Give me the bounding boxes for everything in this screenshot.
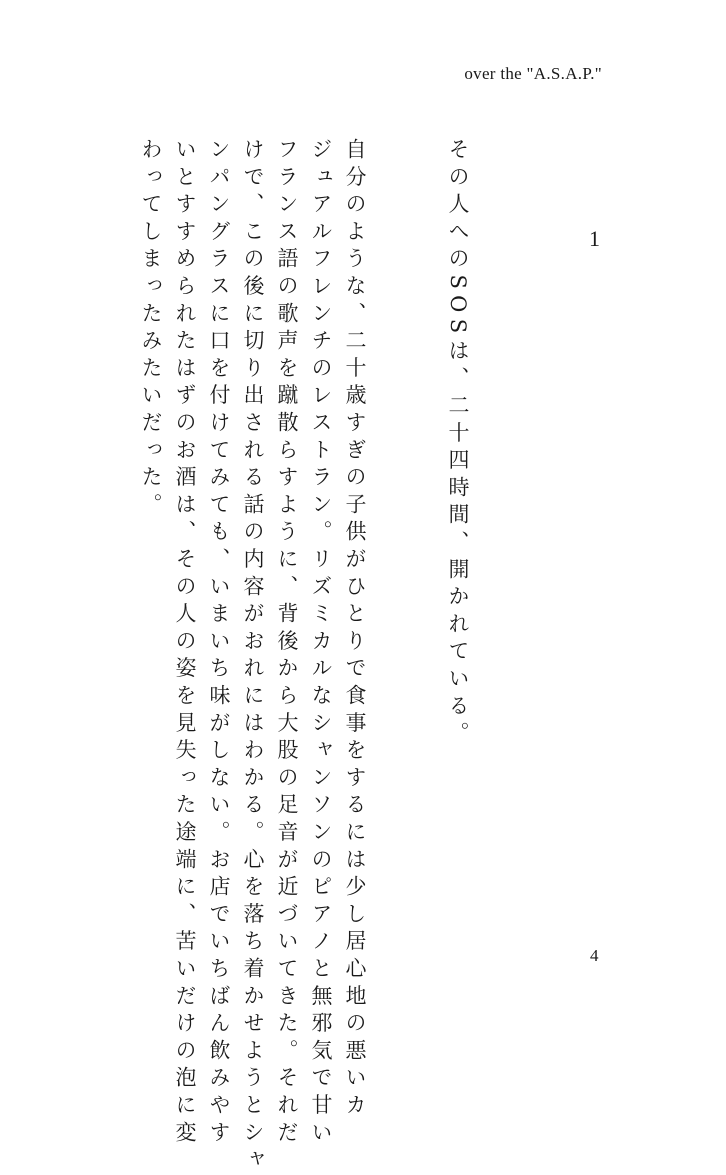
text-column: ンパングラスに口を付けてみても、いまいち味がしない。お店でいちばん飲みやす bbox=[207, 138, 231, 1149]
text-column: ジュアルフレンチのレストラン。リズミカルなシャンソンのピアノと無邪気で甘い bbox=[309, 138, 333, 1149]
text-column: いとすすめられたはずのお酒は、その人の姿を見失った途端に、苦いだけの泡に変 bbox=[173, 138, 197, 1149]
page-number: 4 bbox=[590, 946, 599, 965]
chapter-number: 1 bbox=[589, 226, 600, 251]
text-column: わってしまったみたいだった。 bbox=[139, 138, 163, 521]
running-header: over the "A.S.A.P." bbox=[464, 64, 602, 83]
text-column: フランス語の歌声を蹴散らすように、背後から大股の足音が近づいてきた。それだ bbox=[275, 138, 299, 1149]
chapter-title: その人へのSOSは、二十四時間、開かれている。 bbox=[446, 138, 470, 749]
text-column: けで、この後に切り出される話の内容がおれにはわかる。心を落ち着かせようとシャ bbox=[241, 138, 265, 1175]
text-column: 自分のような、二十歳すぎの子供がひとりで食事をするには少し居心地の悪いカ bbox=[343, 138, 367, 1121]
body-text bbox=[134, 138, 372, 1175]
